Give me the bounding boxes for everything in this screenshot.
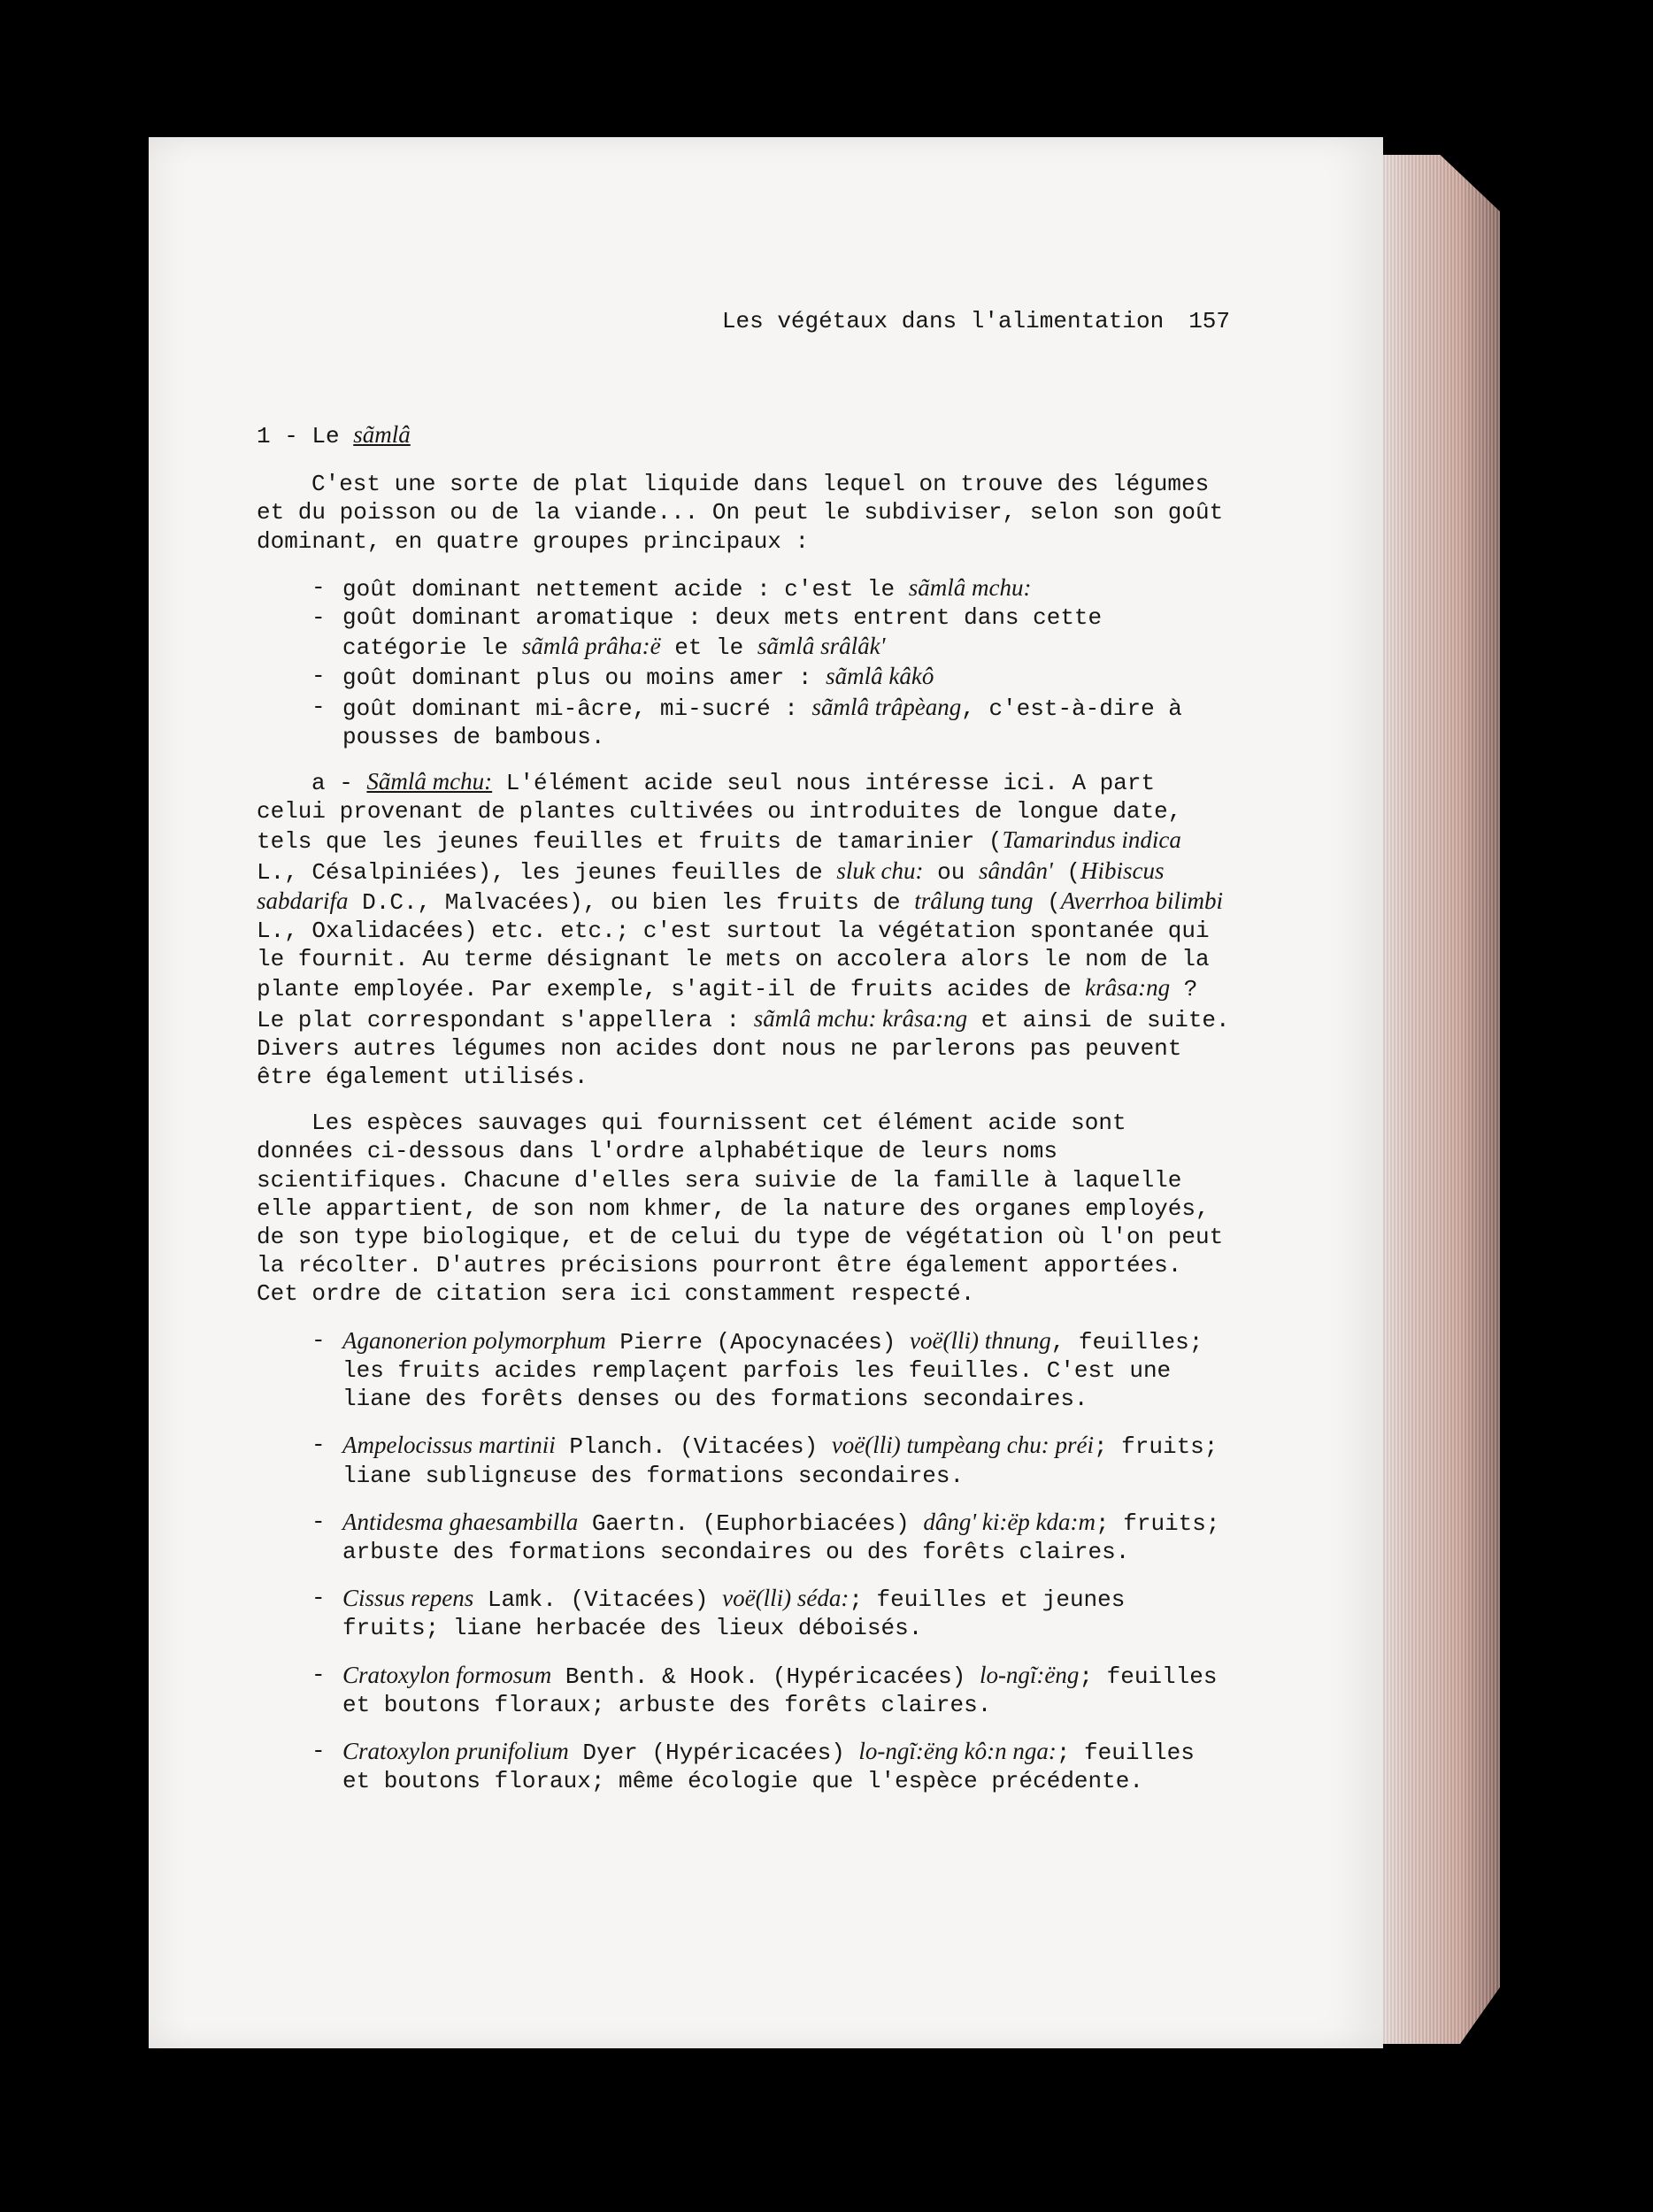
species-list xyxy=(257,1326,1230,1796)
list-item: - goût dominant plus ou moins amer : sãmlâ kâkô xyxy=(311,662,1230,692)
paragraph-species-intro: Les espèces sauvages qui fournissent cet élément acide sont données ci-dessous dans l'ordre alphabétique de leurs noms scientifiques. Chacune d'elles sera suivie de la famille à laquelle elle appartient, de son nom khmer, de la nature des organes employés, de son type biologique, et de celui du type de végétation où l'on peut la récolter. D'autres précisions pourront être également apportées. Cet ordre de citation sera ici constamment respecté. xyxy=(257,1110,1224,1308)
species-entry: - Cratoxylon prunifolium Dyer (Hypéricacées) lo-ngĩ:ëng kô:n nga:; feuilles et boutons floraux; même écologie que l'espèce précédente. xyxy=(311,1737,1230,1795)
species-entry: - Cissus repens Lamk. (Vitacées) voë(lli) séda:; feuilles et jeunes fruits; liane herbacée des lieux déboisés. xyxy=(311,1584,1230,1642)
section-heading: 1 - Le sãmlâ xyxy=(257,421,411,449)
page-body xyxy=(257,301,1230,1813)
list-item: - goût dominant mi-âcre, mi-sucré : sãmlâ trâpèang, c'est-à-dire à pousses de bambous. xyxy=(311,693,1230,751)
taste-groups-list xyxy=(257,573,1230,751)
species-entry: - Antidesma ghaesambilla Gaertn. (Euphorbiacées) dâng' ki:ëp kda:m; fruits; arbuste des formations secondaires ou des forêts claires. xyxy=(311,1508,1230,1566)
species-entry: - Ampelocissus martinii Planch. (Vitacées) voë(lli) tumpèang chu: préi; fruits; liane sublignεuse des formations secondaires. xyxy=(311,1431,1230,1489)
paragraph-a: a - Sãmlâ mchu: L'élément acide seul nous intéresse ici. A part celui provenant de plantes cultivées ou introduites de longue date, tels que les jeunes feuilles et fruits de tamarinier (Tamarindus indica L., Césalpiniées), les jeunes feuilles de sluk chu: ou sândân' (Hibiscus sabdarifa D.C., Malvacées), ou bien les fruits de trâlung tung (Averrhoa bilimbi L., Oxalidacées) etc. etc.; c'est surtout la végétation spontanée qui le fournit. Au terme désignant le mets on accolera alors le nom de la plante employée. Par exemple, s'agit-il de fruits acides de krâsa:ng ? Le plat correspondant s'appellera : sãmlâ mchu: krâsa:ng et ainsi de suite. Divers autres légumes non acides dont nous ne parlerons pas peuvent être également utilisés. xyxy=(257,768,1230,1091)
list-item: - goût dominant nettement acide : c'est le sãmlâ mchu: xyxy=(311,573,1230,603)
species-entry: - Aganonerion polymorphum Pierre (Apocynacées) voë(lli) thnung, feuilles; les fruits acides remplaçent parfois les feuilles. C'est une liane des forêts denses ou des formations secondaires. xyxy=(311,1326,1230,1414)
intro-paragraph: C'est une sorte de plat liquide dans lequel on trouve des légumes et du poisson ou de la viande... On peut le subdiviser, selon son goût dominant, en quatre groupes principaux : xyxy=(257,471,1224,555)
page-number: 157 xyxy=(1188,308,1230,334)
list-item: - goût dominant aromatique : deux mets entrent dans cette catégorie le sãmlâ prâha:ë et le sãmlâ srâlâk' xyxy=(311,603,1230,662)
page-edge xyxy=(1367,155,1500,2044)
header-title: Les végétaux dans l'alimentation xyxy=(721,308,1165,334)
species-entry: - Cratoxylon formosum Benth. & Hook. (Hypéricacées) lo-ngĩ:ëng; feuilles et boutons floraux; arbuste des forêts claires. xyxy=(311,1661,1230,1719)
